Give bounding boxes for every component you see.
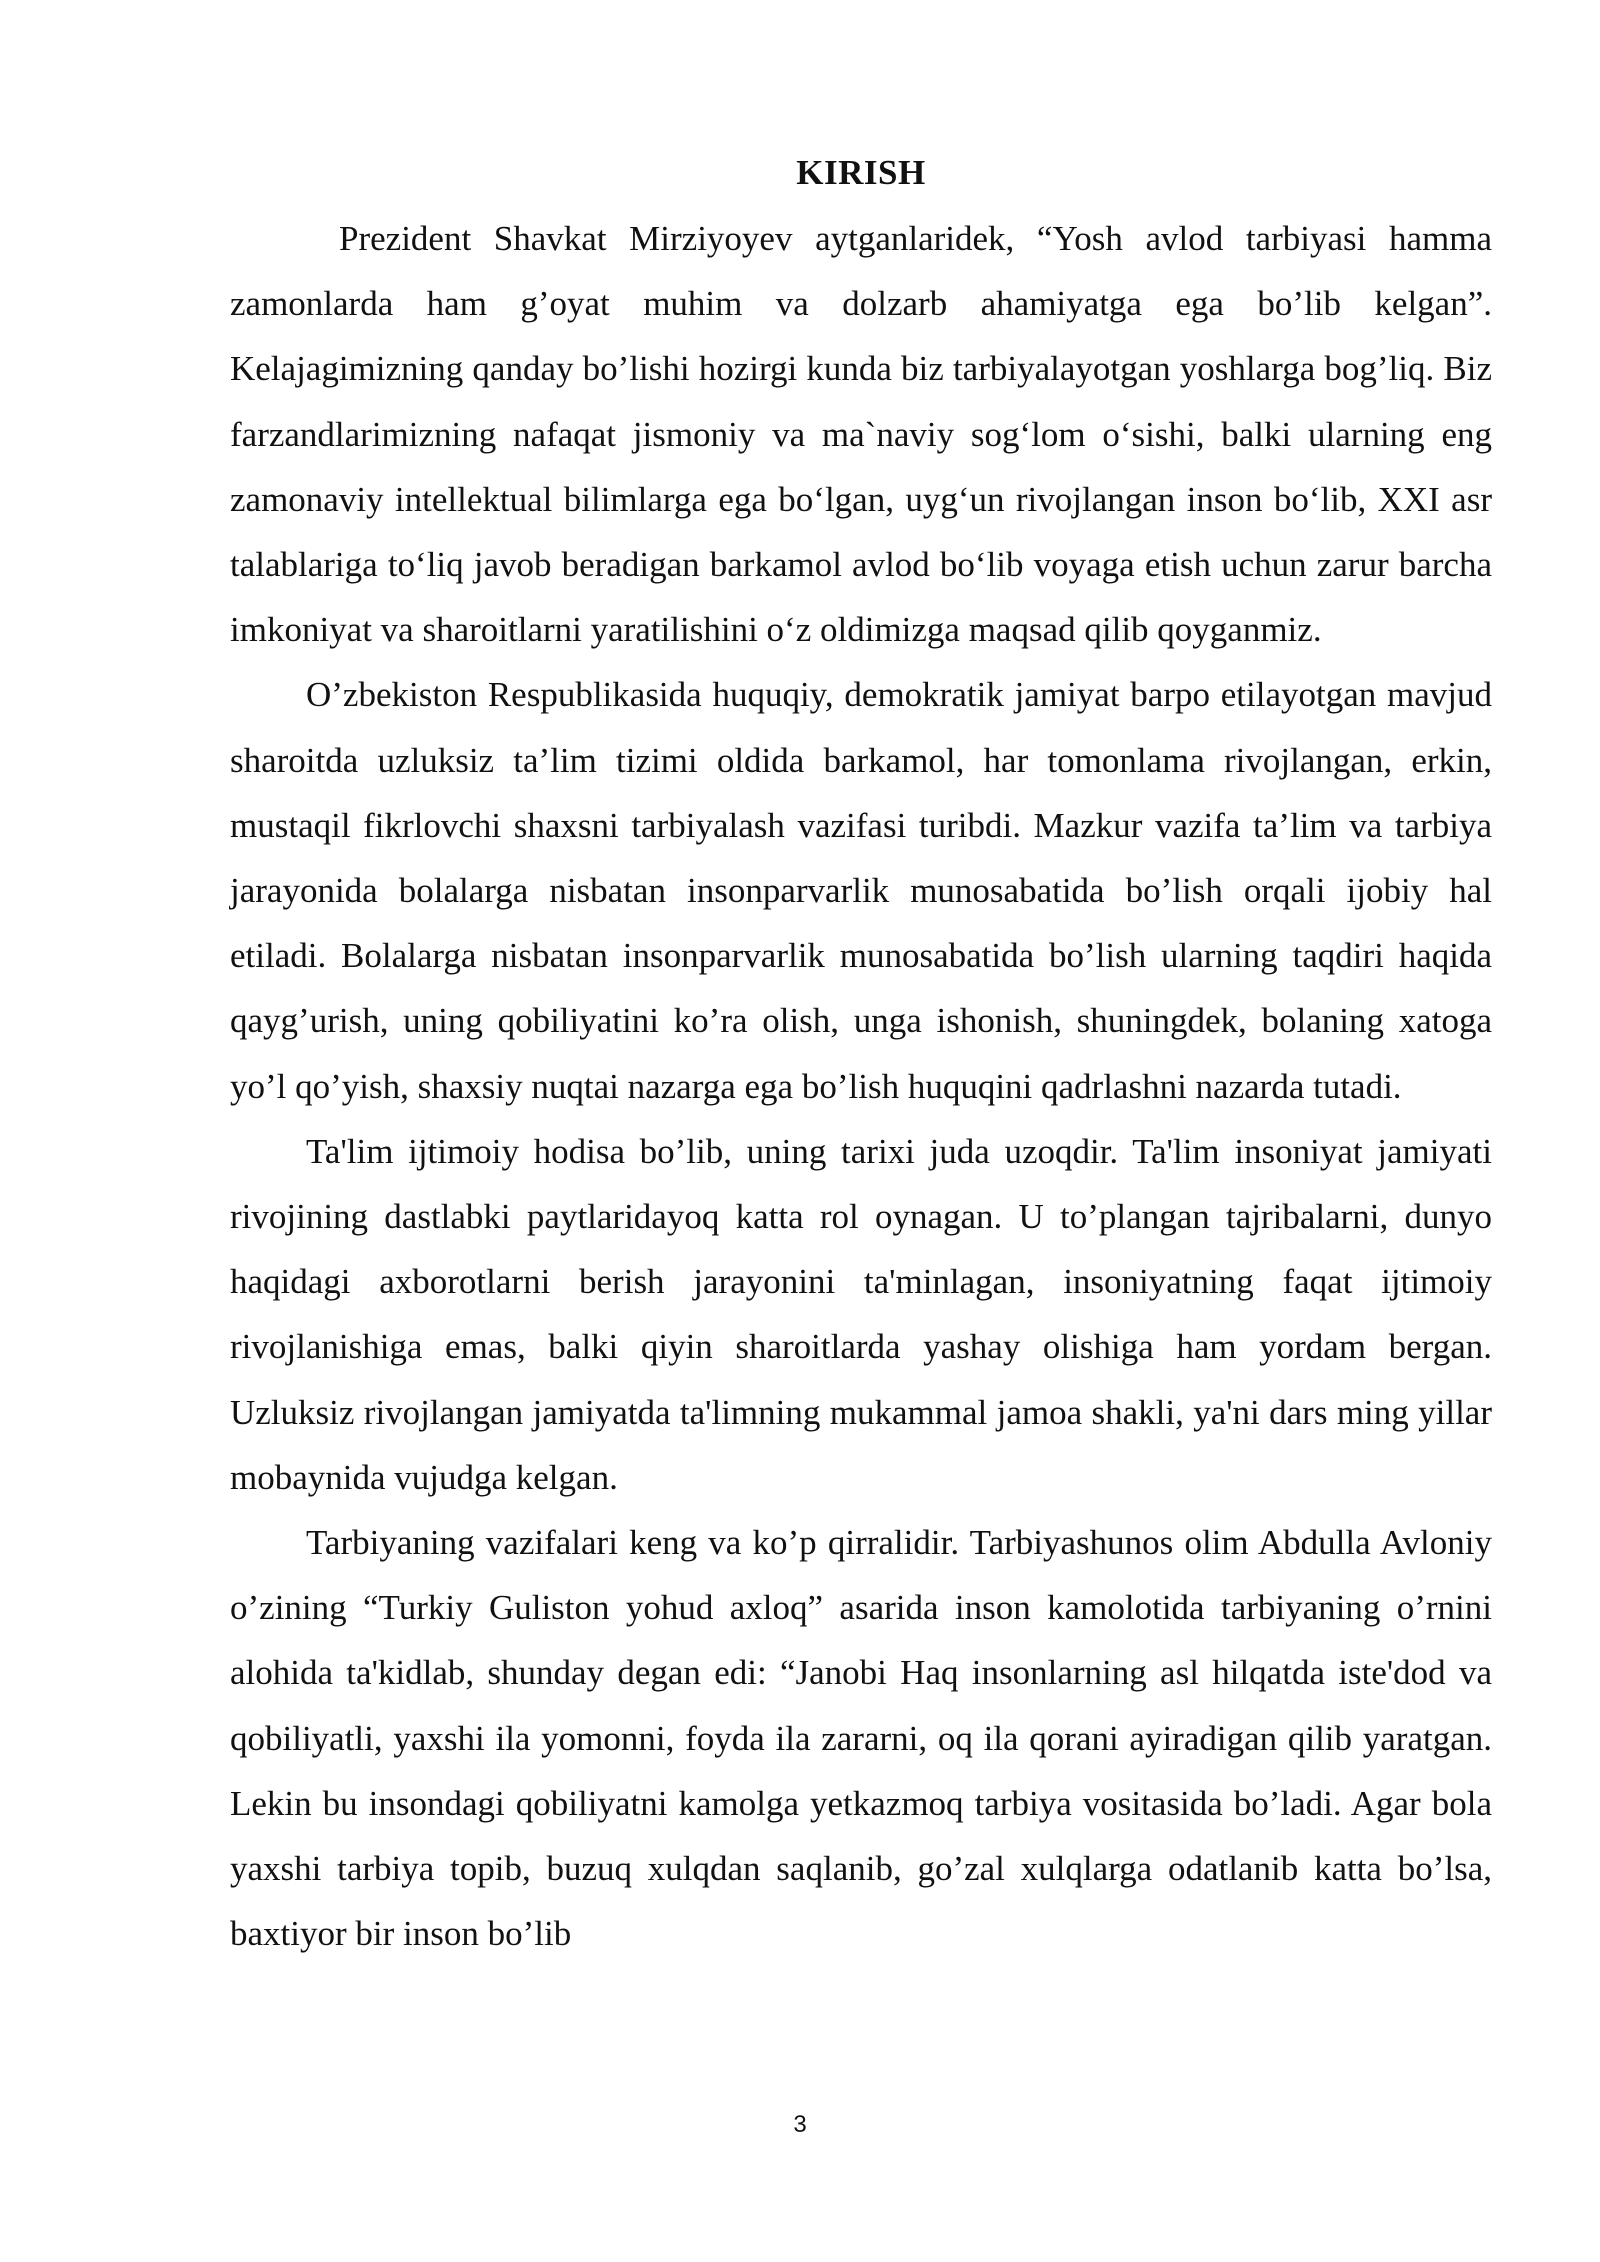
page-title: KIRISH	[796, 153, 926, 192]
paragraph-4: Tarbiyaning vazifalari keng va ko’p qirralidir. Tarbiyashunos olim Abdulla Avloniy o’zining “Turkiy Guliston yohud axloq” asarida inson kamolotida tarbiyaning o’rnini alohida ta'kidlab, shunday degan edi: “Janobi Haq insonlarning asl hilqatda iste'dod va qobiliyatli, yaxshi ila yomonni, foyda ila zararni, oq ila qorani ayiradigan qilib yaratgan. Lekin bu insondagi qobiliyatni kamolga yetkazmoq tarbiya vositasida bo’ladi. Agar bola yaxshi tarbiya topib, buzuq xulqdan saqlanib, go’zal xulqlarga odatlanib katta bo’lsa, baxtiyor bir inson bo’lib	[230, 1523, 1492, 1954]
page-content	[230, 140, 1492, 1966]
paragraph-1: Prezident Shavkat Mirziyoyev aytganlaridek, “Yosh avlod tarbiyasi hamma zamonlarda ham g’oyat muhim va dolzarb ahamiyatga ega bo’lib kelgan”. Kelajagimizning qanday bo’lishi hozirgi kunda biz tarbiyalayotgan yoshlarga bog’liq. Biz farzandlarimizning nafaqat jismoniy va ma`naviy sog‘lom o‘sishi, balki ularning eng zamonaviy intellektual bilimlarga ega bo‘lgan, uyg‘un rivojlangan inson bo‘lib, XXI asr talablariga to‘liq javob beradigan barkamol avlod bo‘lib voyaga etish uchun zarur barcha imkoniyat va sharoitlarni yaratilishini o‘z oldimizga maqsad qilib qoyganmiz.	[230, 219, 1492, 650]
page-number: 3	[793, 2111, 807, 2138]
paragraph-2: O’zbekiston Respublikasida huquqiy, demokratik jamiyat barpo etilayotgan mavjud sharoitda uzluksiz ta’lim tizimi oldida barkamol, har tomonlama rivojlangan, erkin, mustaqil fikrlovchi shaxsni tarbiyalash vazifasi turibdi. Mazkur vazifa ta’lim va tarbiya jarayonida bolalarga nisbatan insonparvarlik munosabatida bo’lish orqali ijobiy hal etiladi. Bolalarga nisbatan insonparvarlik munosabatida bo’lish ularning taqdiri haqida qayg’urish, uning qobiliyatini ko’ra olish, unga ishonish, shuningdek, bolaning xatoga yo’l qo’yish, shaxsiy nuqtai nazarga ega bo’lish huquqini qadrlashni nazarda tutadi.	[230, 675, 1492, 1106]
paragraph-3: Ta'lim ijtimoiy hodisa bo’lib, uning tarixi juda uzoqdir. Ta'lim insoniyat jamiyati rivojining dastlabki paytlaridayoq katta rol oynagan. U to’plangan tajribalarni, dunyo haqidagi axborotlarni berish jarayonini ta'minlagan, insoniyatning faqat ijtimoiy rivojlanishiga emas, balki qiyin sharoitlarda yashay olishiga ham yordam bergan. Uzluksiz rivojlangan jamiyatda ta'limning mukammal jamoa shakli, ya'ni dars ming yillar mobaynida vujudga kelgan.	[230, 1131, 1492, 1497]
